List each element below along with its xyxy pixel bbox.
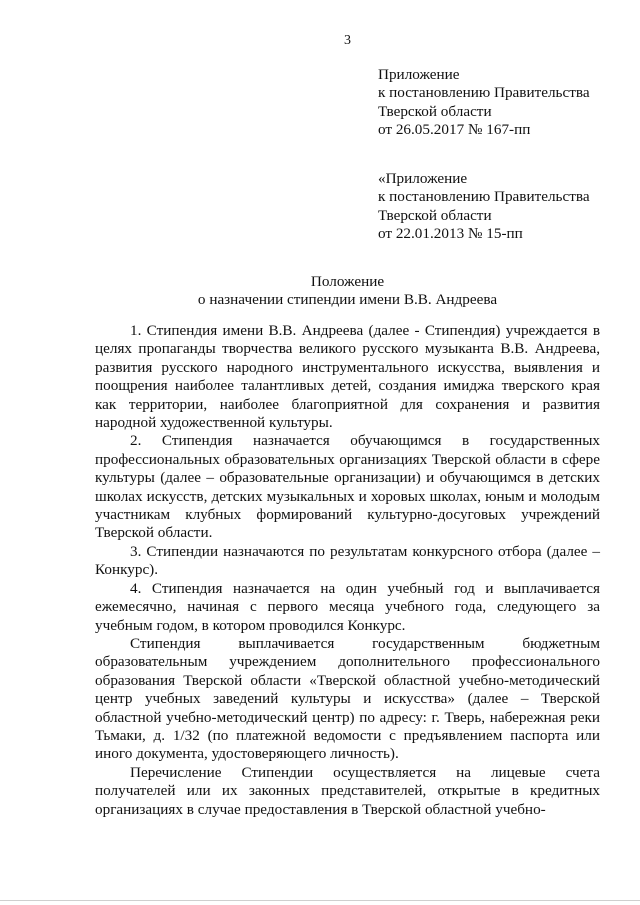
paragraph-3: 3. Стипендии назначаются по результатам конкурсного отбора (далее – Конкурс). [95,542,600,579]
appendix-header-previous [378,170,628,244]
appendix-resolution-line: к постановлению Правительства [378,84,590,102]
paragraph-2: 2. Стипендия назначается обучающимся в государственных профессиональных образовательных организациях Тверской области в сфере культуры (далее – образовательные организации) и обучающимся в детских школах искусств, детских музыкальных и хоровых школах, юным и молодым участникам клубных формирований культурно-досуговых учреждений Тверской области. [95,432,600,542]
appendix-date-number: от 22.01.2013 № 15-пп [378,225,523,243]
paragraph-6: Перечисление Стипендии осуществляется на лицевые счета получателей или их законных представителей, открытые в кредитных организациях в случае предоставления в Тверской областной учебно- [95,763,600,818]
appendix-label: «Приложение [378,170,468,187]
paragraph-5: Стипендия выплачивается государственным бюджетным образовательным учреждением дополнительного профессионального образования Тверской области «Тверской областной учебно-методический центр учебных заведений культуры и искусства» (далее – Тверской областной учебно-методический центр) по адресу: г. Тверь, набережная реки Тьмаки, д. 1/32 (по платежной ведомости с предъявлением паспорта или иного документа, удостоверяющего личность). [95,634,600,763]
document-body [95,322,600,819]
appendix-label: Приложение [378,66,460,83]
appendix-date-number: от 26.05.2017 № 167-пп [378,121,531,139]
page-number: 3 [344,33,351,48]
appendix-header-current [378,66,628,140]
document-title [0,273,640,310]
title-heading: Положение [310,273,385,290]
appendix-region: Тверской области [378,102,492,120]
paragraph-4: 4. Стипендия назначается на один учебный год и выплачивается ежемесячно, начиная с первого месяца учебного года, следующего за учебным годом, в котором проводился Конкурс. [95,579,600,634]
paragraph-1: 1. Стипендия имени В.В. Андреева (далее - Стипендия) учреждается в целях пропаганды творчества великого русского музыканта В.В. Андреева, развития русского народного инструментального искусства, выявления и поощрения наиболее талантливых детей, создания имиджа тверского края как территории, наиболее благоприятной для сохранения и развития народной художественной культуры. [95,322,600,432]
title-subheading: о назначении стипендии имени В.В. Андреева [197,291,498,309]
appendix-region: Тверской области [378,206,492,224]
page-bottom-edge [0,900,640,901]
appendix-resolution-line: к постановлению Правительства [378,188,590,206]
